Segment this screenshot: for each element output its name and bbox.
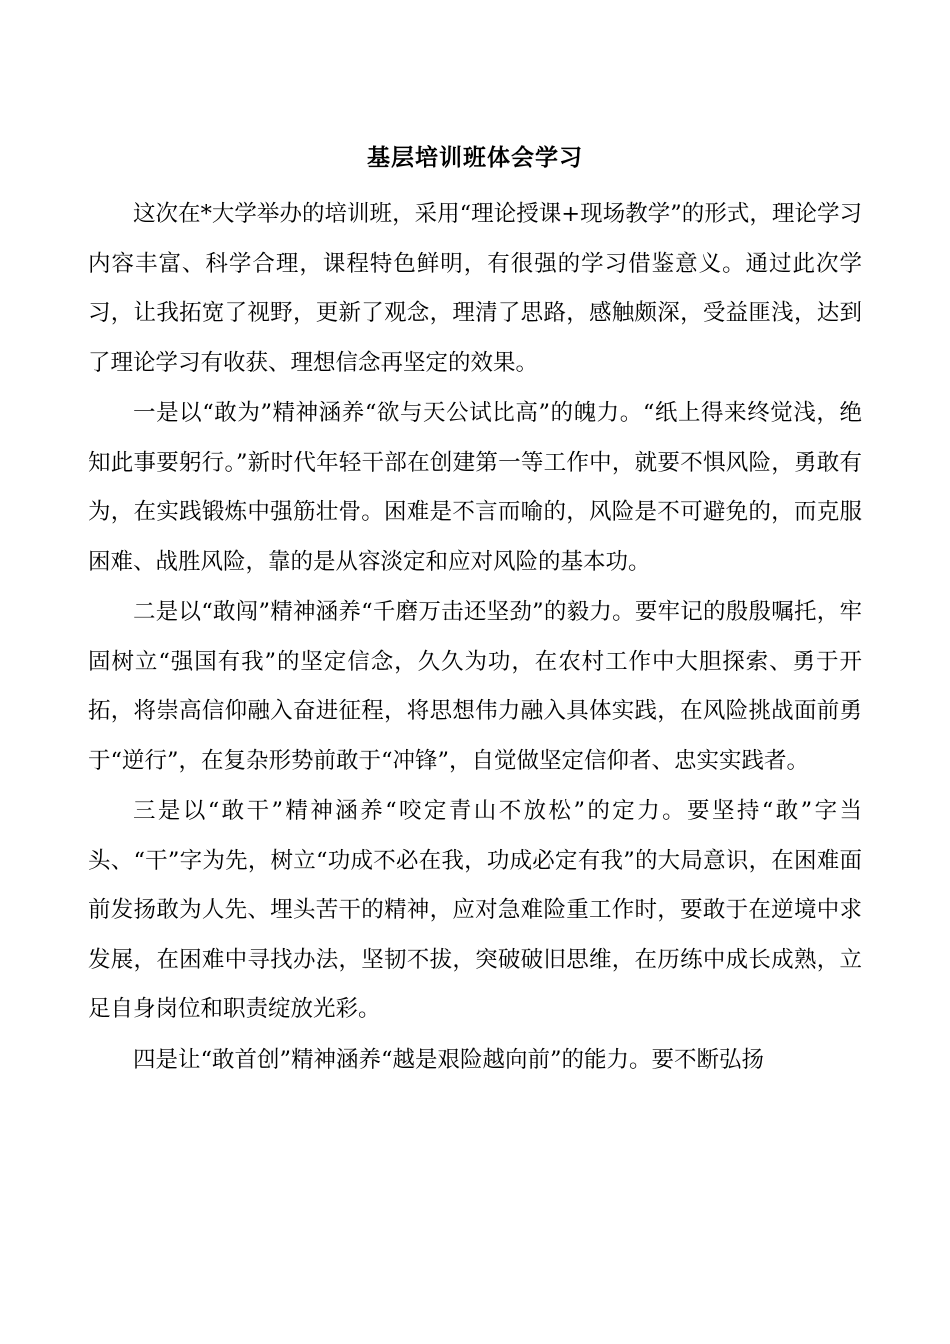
document-title: 基层培训班体会学习 <box>367 144 583 171</box>
paragraph-point-one: 一是以“敢为”精神涵养“欲与天公试比高”的魄力。“纸上得来终觉浅，绝知此事要躬行。”新时代年轻干部在创建第一等工作中，就要不惧风险，勇敢有为，在实践锻炼中强筋壮骨。困难是不言而喻的，风险是不可避免的，而克服困难、战胜风险，靠的是从容淡定和应对风险的基本功。 <box>88 400 862 575</box>
paragraph-point-four: 四是让“敢首创”精神涵养“越是艰险越向前”的能力。要不断弘扬 <box>133 1046 765 1073</box>
document-body <box>88 190 862 1086</box>
paragraph-point-three: 三是以“敢干”精神涵养“咬定青山不放松”的定力。要坚持“敢”字当头、“干”字为先，树立“功成不必在我，功成必定有我”的大局意识，在困难面前发扬敢为人先、埋头苦干的精神，应对急难险重工作时，要敢于在逆境中求发展，在困难中寻找办法，坚韧不拔，突破破旧思维，在历练中成长成熟，立足自身岗位和职责绽放光彩。 <box>88 798 862 1022</box>
paragraph-point-two: 二是以“敢闯”精神涵养“千磨万击还坚劲”的毅力。要牢记的殷殷嘱托，牢固树立“强国有我”的坚定信念，久久为功，在农村工作中大胆探索、勇于开拓，将崇高信仰融入奋进征程，将思想伟力融入具体实践，在风险挑战面前勇于“逆行”，在复杂形势前敢于“冲锋”，自觉做坚定信仰者、忠实实践者。 <box>88 599 862 774</box>
paragraph-intro: 这次在*大学举办的培训班，采用“理论授课+现场教学”的形式，理论学习内容丰富、科学合理，课程特色鲜明，有很强的学习借鉴意义。通过此次学习，让我拓宽了视野，更新了观念，理清了思路，感触颇深，受益匪浅，达到了理论学习有收获、理想信念再坚定的效果。 <box>88 201 862 376</box>
